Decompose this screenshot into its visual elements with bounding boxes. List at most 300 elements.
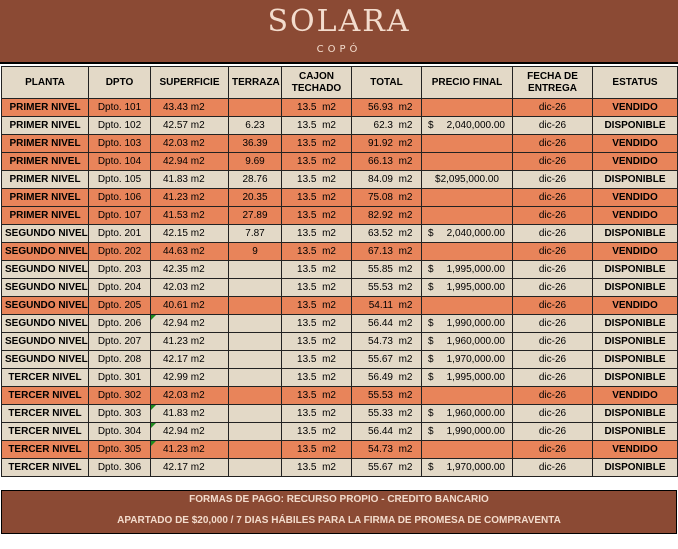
cell-entrega <box>513 333 593 351</box>
currency-symbol: $ <box>428 426 434 437</box>
currency-symbol: $ <box>428 462 434 473</box>
superficie-value: 42.03 <box>162 282 188 293</box>
entrega-value: dic-26 <box>538 120 567 131</box>
status-badge <box>593 297 678 315</box>
estatus-text: VENDIDO <box>612 102 658 113</box>
dpto-text: Dpto. 101 <box>97 102 142 113</box>
entrega-value: dic-26 <box>538 372 567 383</box>
cell-entrega <box>513 315 593 333</box>
unit-label: m2 <box>190 264 205 275</box>
unit-label: m2 <box>398 246 413 257</box>
unit-label: m2 <box>322 246 336 257</box>
planta-text: SEGUNDO NIVEL <box>5 228 88 239</box>
superficie-value: 42.17 <box>162 462 188 473</box>
payment-info-footer <box>1 490 677 534</box>
cell-dpto <box>89 261 151 279</box>
total-value: 63.52 <box>367 228 393 239</box>
cell-terraza <box>229 189 282 207</box>
unit-label: m2 <box>322 462 336 473</box>
estatus-text: DISPONIBLE <box>604 372 666 383</box>
status-badge <box>593 369 678 387</box>
cell-total <box>352 423 422 441</box>
deposit-terms-text: APARTADO DE $20,000 / 7 DIAS HÁBILES PARA LA FIRMA DE PROMESA DE COMPRAVENTA <box>117 515 561 526</box>
cell-precio <box>422 171 513 189</box>
estatus-text: VENDIDO <box>612 156 658 167</box>
col-header-precio: PRECIO FINAL <box>422 67 513 99</box>
status-badge <box>593 351 678 369</box>
cell-terraza <box>229 279 282 297</box>
cell-entrega <box>513 225 593 243</box>
entrega-value: dic-26 <box>538 228 567 239</box>
cell-dpto <box>89 405 151 423</box>
cell-total <box>352 207 422 225</box>
cell-entrega <box>513 153 593 171</box>
total-value: 54.73 <box>367 336 393 347</box>
unit-label: m2 <box>190 174 205 185</box>
table-row <box>2 261 678 279</box>
precio-value: 1,990,000.00 <box>446 318 505 329</box>
cell-cajon <box>282 459 352 477</box>
currency-symbol: $ <box>428 282 434 293</box>
dpto-text: Dpto. 207 <box>97 336 142 347</box>
cajon-value: 13.5 <box>297 444 317 455</box>
table-row <box>2 117 678 135</box>
cell-total <box>352 459 422 477</box>
cell-precio <box>422 441 513 459</box>
cell-total <box>352 225 422 243</box>
cell-entrega <box>513 243 593 261</box>
cell-terraza <box>229 351 282 369</box>
terraza-value: 20.35 <box>242 192 268 203</box>
cell-planta <box>2 207 89 225</box>
unit-label: m2 <box>322 228 336 239</box>
cell-entrega <box>513 441 593 459</box>
precio-value: 1,995,000.00 <box>446 264 505 275</box>
cell-superficie <box>151 459 229 477</box>
precio-value: 1,990,000.00 <box>446 426 505 437</box>
currency-symbol: $ <box>428 408 434 419</box>
terraza-value: 9.69 <box>245 156 265 167</box>
cell-dpto <box>89 225 151 243</box>
terraza-value: 28.76 <box>242 174 268 185</box>
estatus-text: DISPONIBLE <box>604 462 666 473</box>
cell-dpto <box>89 315 151 333</box>
unit-label: m2 <box>322 390 336 401</box>
cell-total <box>352 171 422 189</box>
planta-text: TERCER NIVEL <box>8 372 82 383</box>
status-badge <box>593 387 678 405</box>
status-badge <box>593 99 678 117</box>
unit-label: m2 <box>190 300 205 311</box>
cell-planta <box>2 423 89 441</box>
planta-text: SEGUNDO NIVEL <box>5 264 88 275</box>
cajon-value: 13.5 <box>297 102 317 113</box>
cell-precio <box>422 315 513 333</box>
cell-total <box>352 387 422 405</box>
planta-text: PRIMER NIVEL <box>9 210 81 221</box>
unit-label: m2 <box>322 318 336 329</box>
cell-precio <box>422 207 513 225</box>
estatus-text: DISPONIBLE <box>604 408 666 419</box>
cajon-value: 13.5 <box>297 228 317 239</box>
cell-planta <box>2 99 89 117</box>
cell-precio <box>422 297 513 315</box>
estatus-text: DISPONIBLE <box>604 120 666 131</box>
unit-label: m2 <box>398 264 413 275</box>
status-badge <box>593 225 678 243</box>
status-badge <box>593 423 678 441</box>
cell-total <box>352 99 422 117</box>
planta-text: PRIMER NIVEL <box>9 192 81 203</box>
cell-dpto <box>89 153 151 171</box>
status-badge <box>593 171 678 189</box>
cell-planta <box>2 369 89 387</box>
cell-precio <box>422 243 513 261</box>
cell-terraza <box>229 441 282 459</box>
unit-label: m2 <box>398 318 413 329</box>
superficie-value: 41.83 <box>162 174 188 185</box>
cell-precio <box>422 333 513 351</box>
superficie-value: 44.63 <box>162 246 188 257</box>
currency-symbol: $ <box>428 228 434 239</box>
cell-superficie <box>151 441 229 459</box>
terraza-value: 27.89 <box>242 210 268 221</box>
precio-value: 1,970,000.00 <box>446 354 505 365</box>
comment-indicator-icon <box>151 315 156 320</box>
unit-label: m2 <box>190 246 205 257</box>
cajon-value: 13.5 <box>297 372 317 383</box>
col-header-estatus: ESTATUS <box>593 67 678 99</box>
status-badge <box>593 117 678 135</box>
dpto-text: Dpto. 107 <box>97 210 142 221</box>
unit-label: m2 <box>398 138 413 149</box>
cell-dpto <box>89 297 151 315</box>
status-badge <box>593 315 678 333</box>
cell-superficie <box>151 243 229 261</box>
cell-superficie <box>151 387 229 405</box>
superficie-value: 43.43 <box>162 102 188 113</box>
entrega-value: dic-26 <box>538 192 567 203</box>
comment-indicator-icon <box>151 405 156 410</box>
cell-planta <box>2 261 89 279</box>
precio-value: 1,960,000.00 <box>446 336 505 347</box>
cell-precio <box>422 153 513 171</box>
superficie-value: 42.35 <box>162 264 188 275</box>
col-header-dpto: DPTO <box>89 67 151 99</box>
table-row <box>2 153 678 171</box>
cell-dpto <box>89 207 151 225</box>
cell-total <box>352 351 422 369</box>
estatus-text: DISPONIBLE <box>604 354 666 365</box>
cell-planta <box>2 333 89 351</box>
table-row <box>2 279 678 297</box>
unit-label: m2 <box>322 300 336 311</box>
cajon-value: 13.5 <box>297 354 317 365</box>
cell-entrega <box>513 99 593 117</box>
cell-cajon <box>282 117 352 135</box>
cell-superficie <box>151 189 229 207</box>
cell-superficie <box>151 261 229 279</box>
status-badge <box>593 279 678 297</box>
cell-total <box>352 153 422 171</box>
brand-location: COPÓ <box>316 44 362 55</box>
cell-planta <box>2 243 89 261</box>
unit-label: m2 <box>322 372 336 383</box>
cell-cajon <box>282 135 352 153</box>
estatus-text: VENDIDO <box>612 210 658 221</box>
cell-terraza <box>229 315 282 333</box>
unit-label: m2 <box>398 102 413 113</box>
cell-planta <box>2 297 89 315</box>
total-value: 56.93 <box>367 102 393 113</box>
unit-label: m2 <box>190 408 205 419</box>
total-value: 62.3 <box>373 120 393 131</box>
unit-label: m2 <box>322 444 336 455</box>
cell-entrega <box>513 351 593 369</box>
cell-total <box>352 405 422 423</box>
planta-text: SEGUNDO NIVEL <box>5 354 88 365</box>
cell-cajon <box>282 423 352 441</box>
cell-terraza <box>229 261 282 279</box>
unit-label: m2 <box>398 390 413 401</box>
status-badge <box>593 333 678 351</box>
superficie-value: 42.03 <box>162 138 188 149</box>
cell-superficie <box>151 99 229 117</box>
col-header-total: TOTAL <box>352 67 422 99</box>
dpto-text: Dpto. 202 <box>97 246 142 257</box>
currency-symbol: $ <box>428 318 434 329</box>
total-value: 55.67 <box>367 462 393 473</box>
cell-dpto <box>89 99 151 117</box>
total-value: 75.08 <box>367 192 393 203</box>
comment-indicator-icon <box>151 423 156 428</box>
entrega-value: dic-26 <box>538 408 567 419</box>
planta-text: PRIMER NIVEL <box>9 156 81 167</box>
table-row <box>2 225 678 243</box>
planta-text: PRIMER NIVEL <box>9 120 81 131</box>
dpto-text: Dpto. 208 <box>97 354 142 365</box>
status-badge <box>593 135 678 153</box>
unit-label: m2 <box>398 444 413 455</box>
table-row <box>2 459 678 477</box>
cell-precio <box>422 189 513 207</box>
entrega-value: dic-26 <box>538 210 567 221</box>
cell-superficie <box>151 351 229 369</box>
status-badge <box>593 261 678 279</box>
unit-label: m2 <box>398 192 413 203</box>
cell-entrega <box>513 405 593 423</box>
dpto-text: Dpto. 304 <box>97 426 142 437</box>
table-row <box>2 441 678 459</box>
cell-terraza <box>229 333 282 351</box>
cell-cajon <box>282 243 352 261</box>
cell-terraza <box>229 99 282 117</box>
entrega-value: dic-26 <box>538 282 567 293</box>
cell-superficie <box>151 225 229 243</box>
payment-methods-text: FORMAS DE PAGO: RECURSO PROPIO - CREDITO BANCARIO <box>189 494 489 505</box>
entrega-value: dic-26 <box>538 264 567 275</box>
table-row <box>2 99 678 117</box>
unit-label: m2 <box>322 264 336 275</box>
unit-label: m2 <box>190 120 205 131</box>
dpto-text: Dpto. 102 <box>97 120 142 131</box>
cajon-value: 13.5 <box>297 390 317 401</box>
estatus-text: VENDIDO <box>612 192 658 203</box>
unit-label: m2 <box>190 156 205 167</box>
unit-label: m2 <box>322 138 336 149</box>
superficie-value: 41.83 <box>162 408 188 419</box>
planta-text: TERCER NIVEL <box>8 444 82 455</box>
superficie-value: 41.23 <box>162 336 188 347</box>
unit-label: m2 <box>322 102 336 113</box>
terraza-value: 7.87 <box>245 228 265 239</box>
col-header-entrega: FECHA DE ENTREGA <box>513 67 593 99</box>
table-row <box>2 189 678 207</box>
unit-label: m2 <box>190 192 205 203</box>
precio-value: 1,970,000.00 <box>446 462 505 473</box>
currency-symbol: $ <box>428 264 434 275</box>
terraza-value: 6.23 <box>245 120 265 131</box>
cell-precio <box>422 99 513 117</box>
cell-planta <box>2 153 89 171</box>
cell-terraza <box>229 243 282 261</box>
cajon-value: 13.5 <box>297 336 317 347</box>
terraza-value: 9 <box>252 246 258 257</box>
cell-dpto <box>89 459 151 477</box>
cell-entrega <box>513 297 593 315</box>
superficie-value: 42.15 <box>162 228 188 239</box>
cell-superficie <box>151 279 229 297</box>
superficie-value: 42.99 <box>162 372 188 383</box>
unit-label: m2 <box>322 156 336 167</box>
table-row <box>2 171 678 189</box>
cell-cajon <box>282 225 352 243</box>
unit-label: m2 <box>398 120 413 131</box>
estatus-text: DISPONIBLE <box>604 336 666 347</box>
total-value: 56.44 <box>367 318 393 329</box>
cell-precio <box>422 423 513 441</box>
status-badge <box>593 459 678 477</box>
unit-label: m2 <box>398 426 413 437</box>
unit-label: m2 <box>190 102 205 113</box>
estatus-text: VENDIDO <box>612 300 658 311</box>
brand-logo-text: SOLARA <box>267 4 411 39</box>
unit-label: m2 <box>190 390 205 401</box>
superficie-value: 41.53 <box>162 210 188 221</box>
total-value: 54.11 <box>368 300 393 311</box>
cell-terraza <box>229 405 282 423</box>
unit-label: m2 <box>398 156 413 167</box>
unit-label: m2 <box>398 462 413 473</box>
cell-terraza <box>229 459 282 477</box>
cell-dpto <box>89 387 151 405</box>
cell-total <box>352 117 422 135</box>
cell-planta <box>2 189 89 207</box>
cajon-value: 13.5 <box>297 120 317 131</box>
cajon-value: 13.5 <box>297 426 317 437</box>
unit-label: m2 <box>398 336 413 347</box>
cell-superficie <box>151 117 229 135</box>
planta-text: PRIMER NIVEL <box>9 138 81 149</box>
cell-terraza <box>229 369 282 387</box>
unit-label: m2 <box>190 444 205 455</box>
cell-entrega <box>513 387 593 405</box>
table-row <box>2 405 678 423</box>
planta-text: SEGUNDO NIVEL <box>5 318 88 329</box>
cell-total <box>352 441 422 459</box>
cell-superficie <box>151 369 229 387</box>
estatus-text: VENDIDO <box>612 390 658 401</box>
estatus-text: DISPONIBLE <box>604 228 666 239</box>
cell-cajon <box>282 333 352 351</box>
cell-dpto <box>89 333 151 351</box>
dpto-text: Dpto. 303 <box>97 408 142 419</box>
superficie-value: 42.57 <box>162 120 188 131</box>
dpto-text: Dpto. 301 <box>97 372 142 383</box>
unit-label: m2 <box>190 228 205 239</box>
status-badge <box>593 405 678 423</box>
cell-cajon <box>282 405 352 423</box>
cell-dpto <box>89 423 151 441</box>
col-header-planta: PLANTA <box>2 67 89 99</box>
cell-entrega <box>513 423 593 441</box>
cajon-value: 13.5 <box>297 318 317 329</box>
precio-value: 1,995,000.00 <box>446 282 505 293</box>
unit-label: m2 <box>322 120 336 131</box>
dpto-text: Dpto. 104 <box>97 156 142 167</box>
header-banner <box>0 0 678 64</box>
cell-entrega <box>513 189 593 207</box>
entrega-value: dic-26 <box>538 156 567 167</box>
cell-precio <box>422 135 513 153</box>
total-value: 55.67 <box>367 354 393 365</box>
cell-cajon <box>282 207 352 225</box>
cell-cajon <box>282 153 352 171</box>
table-row <box>2 135 678 153</box>
status-badge <box>593 189 678 207</box>
entrega-value: dic-26 <box>538 336 567 347</box>
cell-superficie <box>151 153 229 171</box>
table-header-row <box>2 67 678 99</box>
cell-cajon <box>282 369 352 387</box>
cell-cajon <box>282 261 352 279</box>
table-row <box>2 297 678 315</box>
cell-superficie <box>151 135 229 153</box>
cell-total <box>352 279 422 297</box>
currency-symbol: $ <box>428 336 434 347</box>
currency-symbol: $ <box>428 354 434 365</box>
estatus-text: DISPONIBLE <box>604 282 666 293</box>
cell-cajon <box>282 351 352 369</box>
unit-label: m2 <box>398 408 413 419</box>
cell-terraza <box>229 297 282 315</box>
status-badge <box>593 153 678 171</box>
planta-text: TERCER NIVEL <box>8 426 82 437</box>
cell-superficie <box>151 423 229 441</box>
cell-total <box>352 189 422 207</box>
unit-label: m2 <box>322 192 336 203</box>
cell-superficie <box>151 333 229 351</box>
cell-terraza <box>229 117 282 135</box>
planta-text: SEGUNDO NIVEL <box>5 246 88 257</box>
cell-planta <box>2 225 89 243</box>
status-badge <box>593 441 678 459</box>
cell-entrega <box>513 261 593 279</box>
cell-dpto <box>89 369 151 387</box>
unit-label: m2 <box>398 210 413 221</box>
planta-text: TERCER NIVEL <box>8 462 82 473</box>
cajon-value: 13.5 <box>297 246 317 257</box>
